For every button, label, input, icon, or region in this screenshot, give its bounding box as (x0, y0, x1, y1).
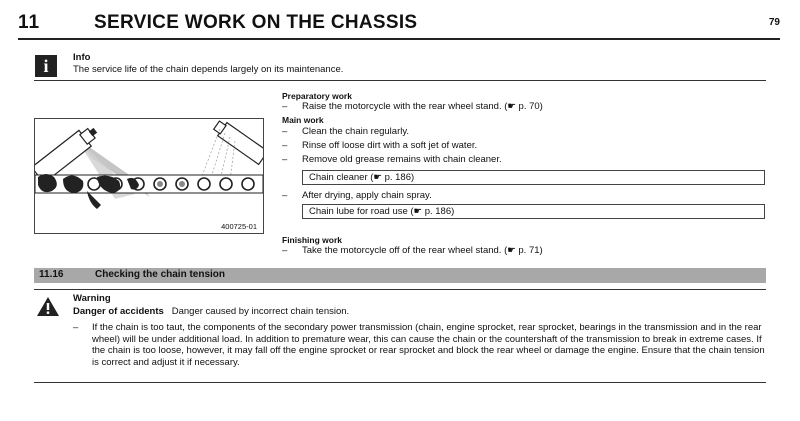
page-number: 79 (768, 17, 780, 28)
chain-cleaner-box: Chain cleaner (☛ p. 186) (302, 170, 765, 185)
finishing-heading: Finishing work (282, 235, 342, 245)
section-title: Checking the chain tension (95, 269, 226, 280)
warning-title: Warning (73, 293, 111, 304)
info-title: Info (73, 52, 91, 63)
section-number: 11.16 (39, 269, 64, 280)
chapter-title: SERVICE WORK ON THE CHASSIS (94, 12, 418, 33)
warning-dash: – (73, 322, 79, 333)
list-dash: – (282, 245, 288, 256)
preparatory-item-text: Raise the motorcycle with the rear wheel stand. (☛ p. 70) (302, 101, 543, 112)
main-item-text: Rinse off loose dirt with a soft jet of water. (302, 140, 478, 151)
main-item-text: After drying, apply chain spray. (302, 190, 432, 201)
chain-illustration (35, 119, 263, 233)
main-item-text: Remove old grease remains with chain cleaner. (302, 154, 502, 165)
chapter-number: 11 (18, 12, 41, 33)
info-text: The service life of the chain depends largely on its maintenance. (73, 64, 344, 75)
danger-line (73, 306, 349, 317)
chain-cleaning-figure (34, 118, 264, 234)
info-icon: i (35, 55, 57, 77)
info-rule (34, 80, 766, 81)
main-item-text: Clean the chain regularly. (302, 126, 410, 137)
chain-lube-box: Chain lube for road use (☛ p. 186) (302, 204, 765, 219)
warning-body: If the chain is too taut, the components of the secondary power transmission (chain, engine sprocket, rear sprocket, bearings in the transmission and in the rear wheel) will be under additional load. In addition to premature wear, this can cause the chain or the countershaft of the transmission to break in extreme cases. If the chain is too loose, however, it may fall off the engine sprocket or rear sprocket and block the rear wheel or damage the engine. Ensure that the chain tension is correct and adjust it if necessary. (92, 322, 765, 368)
header-rule (18, 38, 780, 40)
list-dash: – (282, 190, 288, 201)
list-dash: – (282, 140, 288, 151)
list-dash: – (282, 126, 288, 137)
preparatory-heading: Preparatory work (282, 91, 352, 101)
danger-text: Danger caused by incorrect chain tension. (171, 306, 350, 317)
section-rule (34, 289, 766, 290)
list-dash: – (282, 101, 288, 112)
finishing-item-text: Take the motorcycle off of the rear wheel stand. (☛ p. 71) (302, 245, 543, 256)
list-dash: – (282, 154, 288, 165)
main-heading: Main work (282, 115, 324, 125)
warning-icon (36, 296, 60, 317)
warning-rule (34, 382, 766, 383)
figure-id: 400725-01 (221, 222, 257, 231)
danger-label: Danger of accidents (73, 306, 164, 317)
page-header (18, 8, 780, 38)
section-heading-bar (34, 268, 766, 283)
